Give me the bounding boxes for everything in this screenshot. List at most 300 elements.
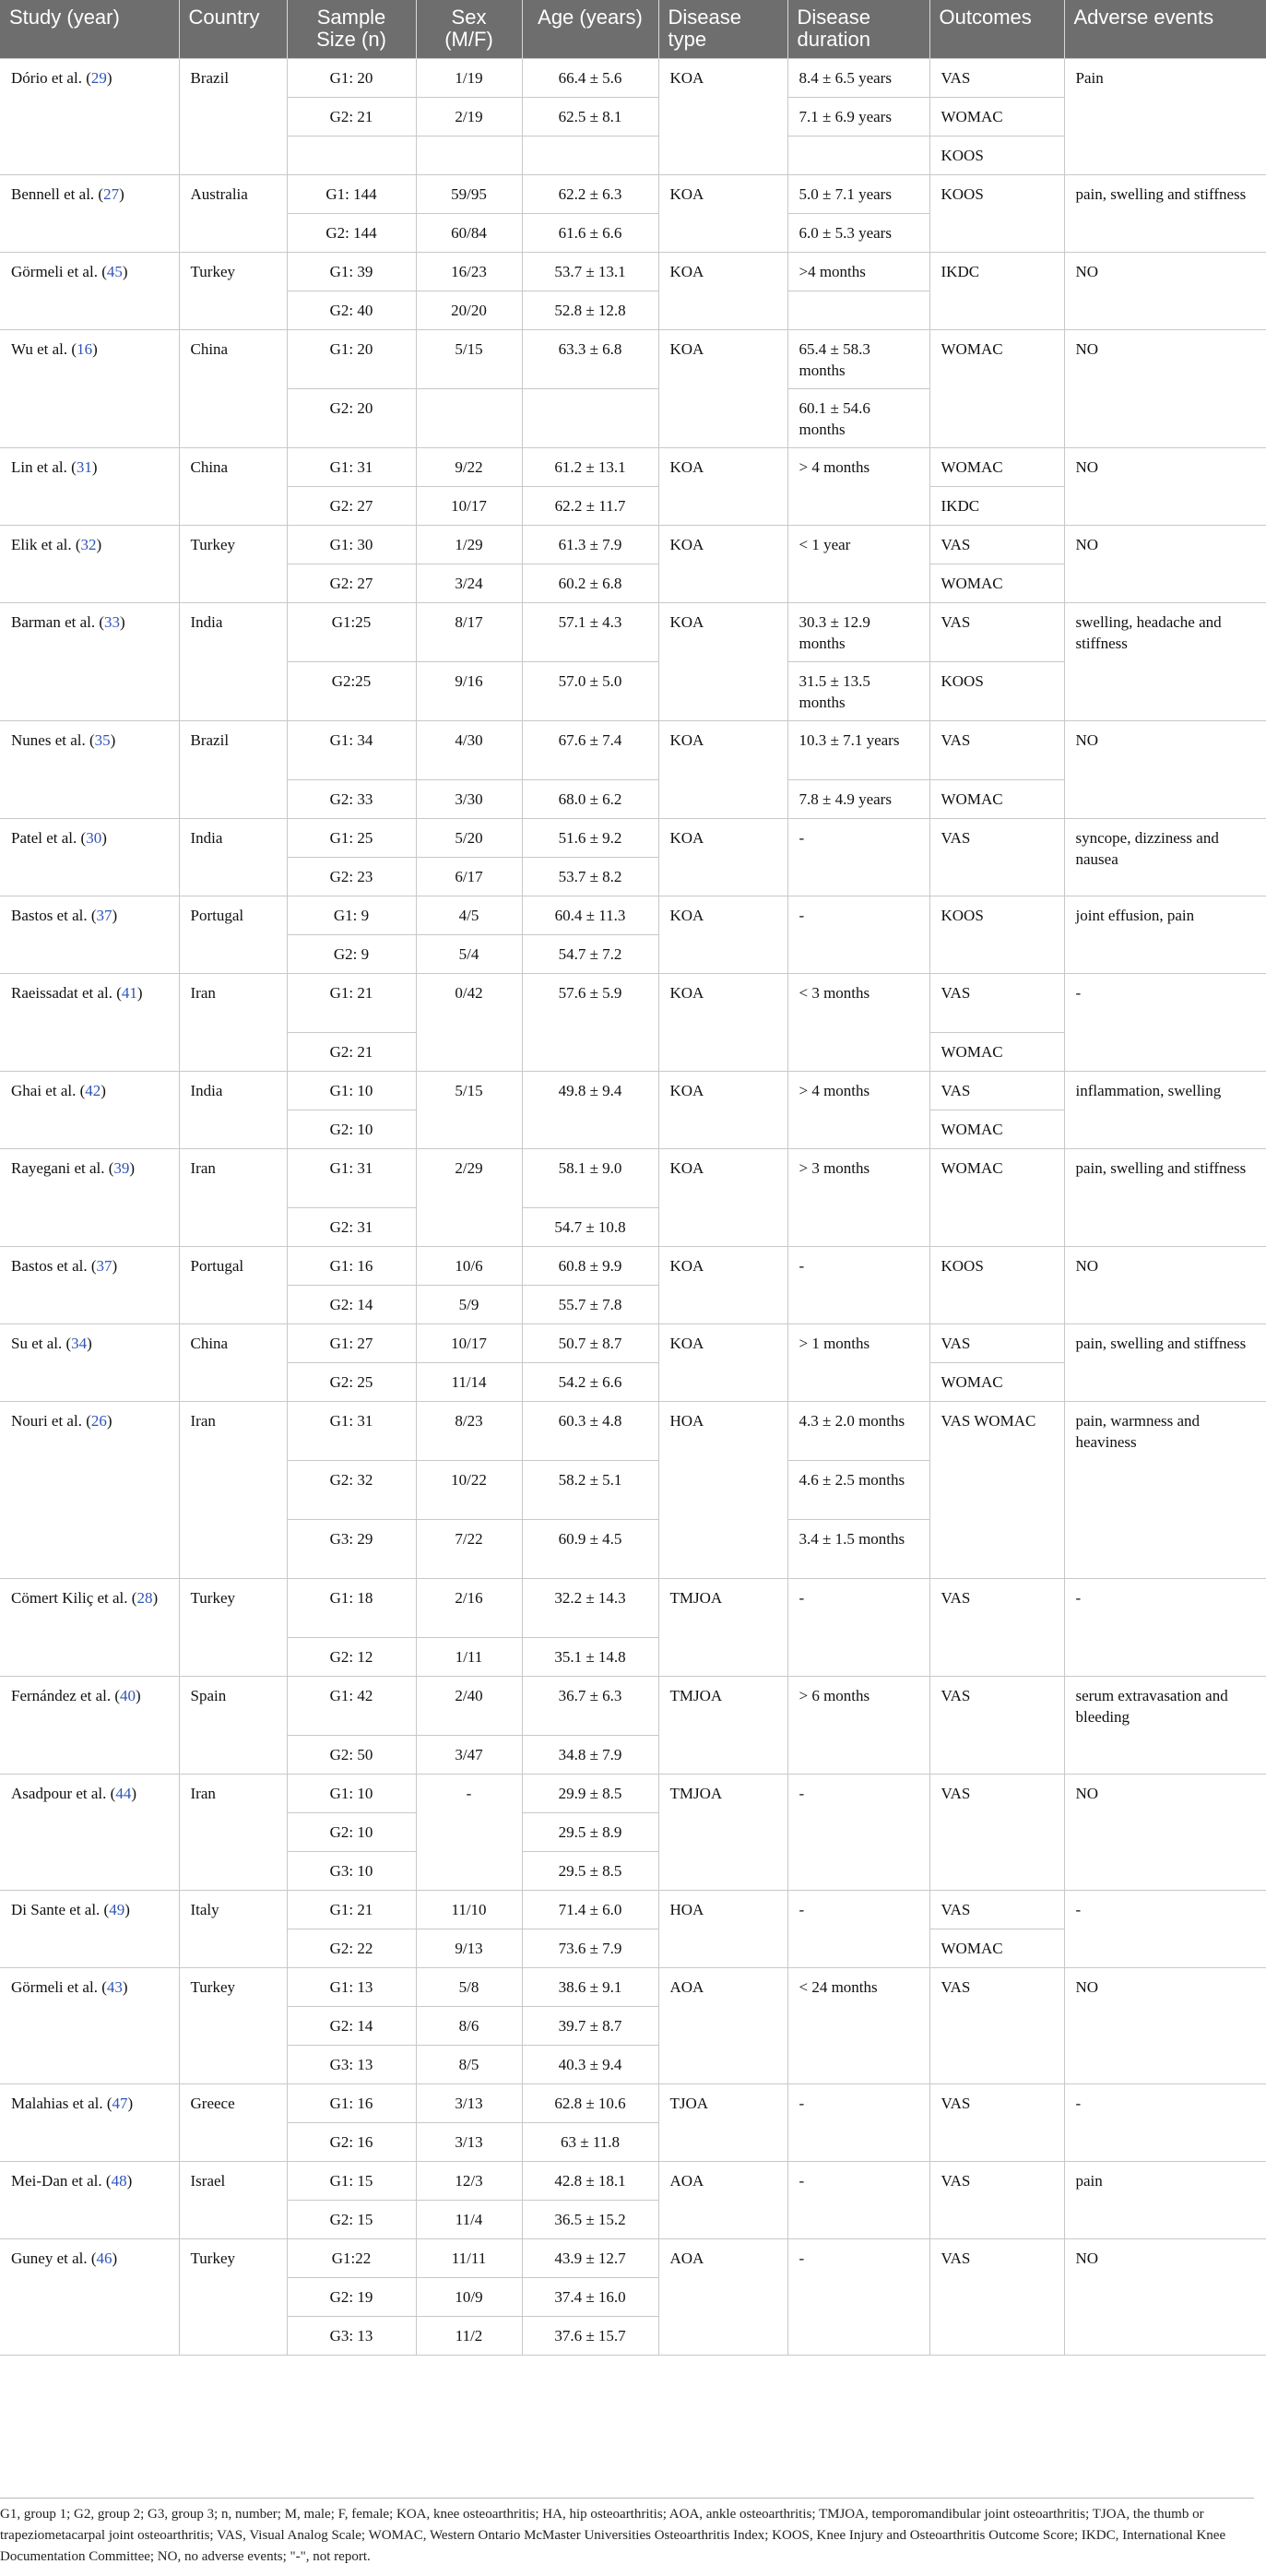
cell-age: 57.0 ± 5.0 (522, 662, 658, 721)
cell-age: 60.2 ± 6.8 (522, 564, 658, 603)
cell-country: Turkey (179, 253, 287, 330)
cell-sample-size: G2: 22 (287, 1929, 416, 1968)
cell-adverse-events: syncope, dizziness and nausea (1064, 819, 1266, 896)
cell-sample-size: G3: 13 (287, 2046, 416, 2084)
cell-disease-type: KOA (658, 819, 787, 896)
cell-country: Brazil (179, 59, 287, 175)
cell-outcomes: VAS (929, 1324, 1064, 1363)
cell-sample-size: G2: 32 (287, 1461, 416, 1520)
cell-disease-type: KOA (658, 526, 787, 603)
study-name-close: ) (91, 458, 98, 476)
cell-outcomes: KOOS (929, 175, 1064, 253)
cell-sample-size: G1: 144 (287, 175, 416, 214)
cell-age: 43.9 ± 12.7 (522, 2239, 658, 2278)
cell-outcomes: WOMAC (929, 1110, 1064, 1149)
header-adverse-events: Adverse events (1064, 0, 1266, 59)
cell-sex: 20/20 (416, 291, 522, 330)
cell-age: 63.3 ± 6.8 (522, 330, 658, 389)
cell-disease-type: TJOA (658, 2084, 787, 2162)
cell-disease-duration: > 4 months (787, 1072, 929, 1149)
cell-country: Brazil (179, 721, 287, 819)
cell-age: 37.4 ± 16.0 (522, 2278, 658, 2317)
cell-age: 39.7 ± 8.7 (522, 2007, 658, 2046)
reference-link[interactable]: 48 (111, 2172, 127, 2190)
cell-country: Spain (179, 1677, 287, 1775)
cell-age: 61.6 ± 6.6 (522, 214, 658, 253)
header-disease-type: Disease type (658, 0, 787, 59)
cell-disease-type: KOA (658, 603, 787, 721)
cell-sex: 11/2 (416, 2317, 522, 2356)
cell-sample-size: G1: 18 (287, 1579, 416, 1638)
reference-link[interactable]: 30 (86, 829, 102, 847)
cell-sample-size: G1: 27 (287, 1324, 416, 1363)
cell-adverse-events: - (1064, 2084, 1266, 2162)
reference-link[interactable]: 42 (85, 1082, 101, 1099)
cell-age: 51.6 ± 9.2 (522, 819, 658, 858)
cell-sample-size: G1: 13 (287, 1968, 416, 2007)
study-name-close: ) (112, 907, 118, 924)
cell-sex: 5/15 (416, 330, 522, 389)
cell-study (0, 448, 179, 526)
header-sex: Sex (M/F) (416, 0, 522, 59)
cell-outcomes: KOOS (929, 896, 1064, 974)
cell-adverse-events: swelling, headache and stiffness (1064, 603, 1266, 721)
cell-outcomes: WOMAC (929, 448, 1064, 487)
cell-adverse-events: NO (1064, 1247, 1266, 1324)
cell-disease-type: KOA (658, 896, 787, 974)
reference-link[interactable]: 39 (113, 1159, 130, 1177)
reference-link[interactable]: 27 (103, 185, 120, 203)
cell-adverse-events: NO (1064, 330, 1266, 448)
cell-study (0, 721, 179, 819)
cell-age: 60.8 ± 9.9 (522, 1247, 658, 1286)
header-study: Study (year) (0, 0, 179, 59)
cell-disease-type: KOA (658, 974, 787, 1072)
study-name: Elik et al. ( (11, 536, 81, 553)
cell-sample-size: G1: 30 (287, 526, 416, 564)
study-name: Malahias et al. ( (11, 2095, 112, 2112)
study-name: Su et al. ( (11, 1335, 72, 1352)
cell-sample-size: G2: 27 (287, 487, 416, 526)
cell-sex: 59/95 (416, 175, 522, 214)
cell-disease-duration: 65.4 ± 58.3 months (787, 330, 929, 389)
cell-study (0, 1579, 179, 1677)
cell-sample-size: G2:25 (287, 662, 416, 721)
study-name: Barman et al. ( (11, 613, 105, 631)
study-name-close: ) (87, 1335, 92, 1352)
cell-sex: 5/20 (416, 819, 522, 858)
reference-link[interactable]: 34 (71, 1335, 88, 1352)
study-name: Nunes et al. ( (11, 731, 95, 749)
cell-disease-type: KOA (658, 1324, 787, 1402)
cell-sex: 8/17 (416, 603, 522, 662)
cell-sex: 7/22 (416, 1520, 522, 1579)
table-row (0, 896, 1266, 935)
cell-sample-size: G1: 42 (287, 1677, 416, 1736)
cell-disease-duration: 4.6 ± 2.5 months (787, 1461, 929, 1520)
cell-country: Israel (179, 2162, 287, 2239)
study-name: Patel et al. ( (11, 829, 87, 847)
cell-study (0, 2239, 179, 2356)
cell-disease-type: KOA (658, 1247, 787, 1324)
cell-sex: 2/40 (416, 1677, 522, 1736)
cell-country: Iran (179, 974, 287, 1072)
cell-age: 71.4 ± 6.0 (522, 1891, 658, 1929)
cell-outcomes: VAS (929, 2084, 1064, 2162)
study-name: Asadpour et al. ( (11, 1785, 116, 1802)
cell-age: 54.7 ± 7.2 (522, 935, 658, 974)
table-row (0, 1402, 1266, 1461)
cell-disease-duration: 6.0 ± 5.3 years (787, 214, 929, 253)
cell-sample-size: G2: 15 (287, 2201, 416, 2239)
cell-disease-type: KOA (658, 175, 787, 253)
cell-disease-duration: - (787, 1247, 929, 1324)
cell-disease-duration: < 3 months (787, 974, 929, 1072)
cell-adverse-events: pain, warmness and heaviness (1064, 1402, 1266, 1579)
cell-age: 62.5 ± 8.1 (522, 98, 658, 137)
cell-sample-size: G1: 10 (287, 1072, 416, 1110)
cell-age: 53.7 ± 8.2 (522, 858, 658, 896)
cell-disease-type: HOA (658, 1402, 787, 1579)
table-row (0, 175, 1266, 214)
cell-sample-size: G3: 29 (287, 1520, 416, 1579)
cell-age: 49.8 ± 9.4 (522, 1072, 658, 1149)
cell-sex: 5/4 (416, 935, 522, 974)
cell-sample-size: G1: 16 (287, 1247, 416, 1286)
study-name: Bastos et al. ( (11, 907, 97, 924)
table-row (0, 1324, 1266, 1363)
cell-age (522, 389, 658, 448)
cell-sex: 9/22 (416, 448, 522, 487)
cell-sample-size: G3: 10 (287, 1852, 416, 1891)
cell-sex: 10/22 (416, 1461, 522, 1520)
cell-outcomes: VAS (929, 819, 1064, 896)
cell-study (0, 1891, 179, 1968)
cell-study (0, 2084, 179, 2162)
reference-link[interactable]: 26 (90, 1412, 107, 1430)
reference-link[interactable]: 37 (96, 907, 112, 924)
cell-sample-size: G2: 31 (287, 1208, 416, 1247)
cell-disease-type: TMJOA (658, 1775, 787, 1891)
study-name-close: ) (122, 1978, 128, 1996)
cell-sample-size: G1: 21 (287, 1891, 416, 1929)
table-row (0, 721, 1266, 780)
cell-age: 29.5 ± 8.5 (522, 1852, 658, 1891)
reference-link[interactable]: 46 (96, 2250, 112, 2267)
study-name: Guney et al. ( (11, 2250, 97, 2267)
reference-link[interactable]: 31 (76, 458, 92, 476)
cell-disease-duration: 60.1 ± 54.6 months (787, 389, 929, 448)
reference-link[interactable]: 33 (104, 613, 121, 631)
cell-outcomes: WOMAC (929, 1033, 1064, 1072)
cell-disease-duration: - (787, 2162, 929, 2239)
cell-sex: 2/29 (416, 1149, 522, 1247)
cell-sample-size: G1: 15 (287, 2162, 416, 2201)
cell-sex: 10/17 (416, 1324, 522, 1363)
cell-adverse-events: NO (1064, 2239, 1266, 2356)
cell-sample-size: G2: 16 (287, 2123, 416, 2162)
cell-adverse-events: NO (1064, 1775, 1266, 1891)
cell-sex: 3/47 (416, 1736, 522, 1775)
table-row (0, 819, 1266, 858)
cell-sex: 6/17 (416, 858, 522, 896)
cell-sex: 10/9 (416, 2278, 522, 2317)
cell-age: 66.4 ± 5.6 (522, 59, 658, 98)
cell-outcomes: VAS (929, 59, 1064, 98)
cell-sample-size: G2: 14 (287, 2007, 416, 2046)
cell-sex: 3/24 (416, 564, 522, 603)
cell-country: Turkey (179, 526, 287, 603)
cell-sex: 1/11 (416, 1638, 522, 1677)
cell-disease-duration: - (787, 2239, 929, 2356)
study-name-close: ) (136, 984, 143, 1002)
cell-disease-type: TMJOA (658, 1579, 787, 1677)
cell-study (0, 1324, 179, 1402)
study-name-close: ) (126, 2172, 133, 2190)
cell-sex: 5/15 (416, 1072, 522, 1149)
cell-age: 53.7 ± 13.1 (522, 253, 658, 291)
cell-sample-size: G2: 23 (287, 858, 416, 896)
table-row (0, 1677, 1266, 1736)
cell-sample-size (287, 137, 416, 175)
cell-sample-size: G1: 9 (287, 896, 416, 935)
reference-link[interactable]: 35 (94, 731, 111, 749)
cell-adverse-events: - (1064, 1579, 1266, 1677)
reference-link[interactable]: 37 (96, 1257, 112, 1275)
study-name: Fernández et al. ( (11, 1687, 120, 1704)
reference-link[interactable]: 41 (121, 984, 137, 1002)
cell-disease-duration: < 1 year (787, 526, 929, 603)
reference-link[interactable]: 40 (120, 1687, 136, 1704)
cell-adverse-events: pain (1064, 2162, 1266, 2239)
cell-age: 36.5 ± 15.2 (522, 2201, 658, 2239)
reference-link[interactable]: 43 (106, 1978, 123, 1996)
cell-sex: 11/14 (416, 1363, 522, 1402)
table-row (0, 1072, 1266, 1110)
reference-link[interactable]: 29 (90, 69, 107, 87)
cell-age: 62.2 ± 11.7 (522, 487, 658, 526)
cell-disease-duration: > 4 months (787, 448, 929, 526)
cell-sample-size: G2: 21 (287, 1033, 416, 1072)
study-name-close: ) (92, 340, 98, 358)
cell-age: 60.3 ± 4.8 (522, 1402, 658, 1461)
cell-age (522, 137, 658, 175)
cell-outcomes: KOOS (929, 1247, 1064, 1324)
cell-outcomes: WOMAC (929, 330, 1064, 448)
cell-disease-duration: > 3 months (787, 1149, 929, 1247)
cell-outcomes: VAS (929, 2239, 1064, 2356)
cell-age: 62.2 ± 6.3 (522, 175, 658, 214)
cell-study (0, 1968, 179, 2084)
cell-sex: 9/13 (416, 1929, 522, 1968)
cell-outcomes: WOMAC (929, 1149, 1064, 1247)
cell-adverse-events: - (1064, 1891, 1266, 1968)
study-name-close: ) (124, 1901, 130, 1918)
cell-study (0, 603, 179, 721)
cell-adverse-events: NO (1064, 448, 1266, 526)
study-name-close: ) (101, 1082, 106, 1099)
cell-sex: 2/16 (416, 1579, 522, 1638)
cell-disease-duration: > 1 months (787, 1324, 929, 1402)
study-name-close: ) (120, 613, 125, 631)
header-row (0, 0, 1266, 59)
study-name: Raeissadat et al. ( (11, 984, 122, 1002)
cell-disease-duration: - (787, 1579, 929, 1677)
study-name: Görmeli et al. ( (11, 1978, 107, 1996)
cell-age: 68.0 ± 6.2 (522, 780, 658, 819)
cell-sex (416, 389, 522, 448)
study-name: Di Sante et al. ( (11, 1901, 110, 1918)
cell-sex: 10/17 (416, 487, 522, 526)
cell-country: Greece (179, 2084, 287, 2162)
reference-link[interactable]: 47 (112, 2095, 128, 2112)
cell-outcomes: VAS (929, 1677, 1064, 1775)
cell-outcomes: VAS (929, 974, 1064, 1033)
cell-outcomes: WOMAC (929, 98, 1064, 137)
cell-adverse-events: NO (1064, 526, 1266, 603)
cell-disease-type: AOA (658, 1968, 787, 2084)
cell-sex: 8/23 (416, 1402, 522, 1461)
reference-link[interactable]: 28 (136, 1589, 153, 1607)
cell-adverse-events: pain, swelling and stiffness (1064, 1324, 1266, 1402)
cell-adverse-events: NO (1064, 721, 1266, 819)
cell-country: Iran (179, 1402, 287, 1579)
cell-outcomes: VAS (929, 1579, 1064, 1677)
reference-link[interactable]: 49 (109, 1901, 125, 1918)
cell-disease-duration: 31.5 ± 13.5 months (787, 662, 929, 721)
cell-sex: 12/3 (416, 2162, 522, 2201)
cell-sample-size: G1: 39 (287, 253, 416, 291)
table-row (0, 526, 1266, 564)
cell-disease-type: KOA (658, 253, 787, 330)
cell-country: Portugal (179, 1247, 287, 1324)
cell-disease-duration: 10.3 ± 7.1 years (787, 721, 929, 780)
cell-sample-size: G2: 14 (287, 1286, 416, 1324)
cell-adverse-events: pain, swelling and stiffness (1064, 1149, 1266, 1247)
cell-disease-duration: 5.0 ± 7.1 years (787, 175, 929, 214)
cell-age: 57.1 ± 4.3 (522, 603, 658, 662)
cell-age: 42.8 ± 18.1 (522, 2162, 658, 2201)
cell-adverse-events: NO (1064, 253, 1266, 330)
reference-link[interactable]: 16 (77, 340, 93, 358)
cell-outcomes: VAS (929, 1968, 1064, 2084)
cell-disease-duration: >4 months (787, 253, 929, 291)
cell-study (0, 2162, 179, 2239)
reference-link[interactable]: 45 (106, 263, 123, 280)
cell-sample-size: G2: 50 (287, 1736, 416, 1775)
cell-country: China (179, 448, 287, 526)
cell-age: 58.2 ± 5.1 (522, 1461, 658, 1520)
study-name-close: ) (136, 1687, 141, 1704)
reference-link[interactable]: 32 (80, 536, 97, 553)
cell-adverse-events: serum extravasation and bleeding (1064, 1677, 1266, 1775)
cell-disease-duration: - (787, 1775, 929, 1891)
cell-sample-size: G2: 12 (287, 1638, 416, 1677)
cell-study (0, 526, 179, 603)
cell-study (0, 253, 179, 330)
cell-sex: - (416, 1775, 522, 1891)
cell-country: China (179, 330, 287, 448)
study-name-close: ) (112, 2250, 118, 2267)
cell-sample-size: G1: 31 (287, 1149, 416, 1208)
cell-age: 40.3 ± 9.4 (522, 2046, 658, 2084)
table-row (0, 603, 1266, 662)
table-row (0, 330, 1266, 389)
cell-sex: 9/16 (416, 662, 522, 721)
cell-age: 52.8 ± 12.8 (522, 291, 658, 330)
table-row (0, 1579, 1266, 1638)
cell-adverse-events: Pain (1064, 59, 1266, 175)
cell-sample-size: G2: 9 (287, 935, 416, 974)
cell-disease-type: KOA (658, 448, 787, 526)
table-row (0, 1891, 1266, 1929)
study-name-close: ) (112, 1257, 118, 1275)
cell-sample-size: G2: 25 (287, 1363, 416, 1402)
cell-outcomes: WOMAC (929, 1929, 1064, 1968)
cell-outcomes: WOMAC (929, 780, 1064, 819)
reference-link[interactable]: 44 (115, 1785, 132, 1802)
cell-age: 67.6 ± 7.4 (522, 721, 658, 780)
cell-outcomes: VAS (929, 1775, 1064, 1891)
cell-country: Portugal (179, 896, 287, 974)
cell-disease-duration: 7.1 ± 6.9 years (787, 98, 929, 137)
cell-sex: 1/19 (416, 59, 522, 98)
cell-age: 37.6 ± 15.7 (522, 2317, 658, 2356)
cell-disease-type: KOA (658, 1149, 787, 1247)
cell-outcomes: WOMAC (929, 1363, 1064, 1402)
cell-sex: 3/13 (416, 2123, 522, 2162)
cell-adverse-events: inflammation, swelling (1064, 1072, 1266, 1149)
study-name-close: ) (96, 536, 102, 553)
study-name: Wu et al. ( (11, 340, 77, 358)
cell-country: Turkey (179, 2239, 287, 2356)
cell-age: 60.4 ± 11.3 (522, 896, 658, 935)
cell-country: India (179, 1072, 287, 1149)
cell-outcomes: VAS (929, 603, 1064, 662)
cell-age: 35.1 ± 14.8 (522, 1638, 658, 1677)
cell-study (0, 1072, 179, 1149)
cell-outcomes: VAS (929, 526, 1064, 564)
cell-outcomes: VAS WOMAC (929, 1402, 1064, 1579)
header-disease-duration: Disease duration (787, 0, 929, 59)
study-name: Görmeli et al. ( (11, 263, 107, 280)
cell-outcomes: VAS (929, 2162, 1064, 2239)
cell-disease-duration: - (787, 1891, 929, 1968)
cell-study (0, 59, 179, 175)
cell-age: 61.3 ± 7.9 (522, 526, 658, 564)
cell-country: India (179, 603, 287, 721)
cell-disease-type: AOA (658, 2162, 787, 2239)
study-name-close: ) (101, 829, 107, 847)
cell-disease-duration: 4.3 ± 2.0 months (787, 1402, 929, 1461)
cell-disease-type: KOA (658, 1072, 787, 1149)
cell-disease-duration: - (787, 819, 929, 896)
table-body (0, 59, 1266, 2356)
cell-disease-duration: 7.8 ± 4.9 years (787, 780, 929, 819)
cell-country: Iran (179, 1775, 287, 1891)
cell-disease-duration: < 24 months (787, 1968, 929, 2084)
cell-sample-size: G2: 144 (287, 214, 416, 253)
cell-outcomes: VAS (929, 1072, 1064, 1110)
cell-age: 38.6 ± 9.1 (522, 1968, 658, 2007)
cell-sample-size: G2: 21 (287, 98, 416, 137)
cell-outcomes: VAS (929, 721, 1064, 780)
cell-disease-duration: - (787, 2084, 929, 2162)
cell-sample-size: G1: 34 (287, 721, 416, 780)
study-name-close: ) (129, 1159, 136, 1177)
table-row (0, 974, 1266, 1033)
cell-sample-size: G1: 16 (287, 2084, 416, 2123)
